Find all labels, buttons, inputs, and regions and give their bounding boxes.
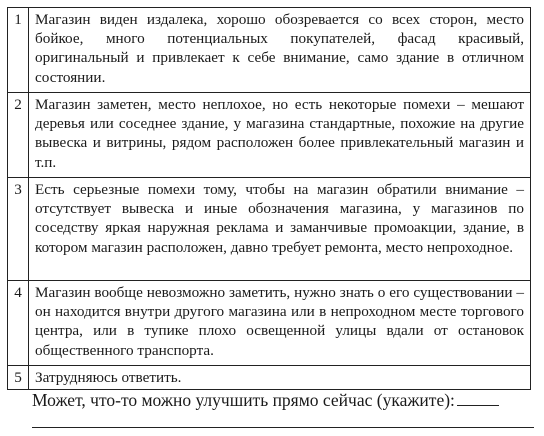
- improvement-question: [32, 389, 499, 411]
- option-row: [8, 366, 531, 390]
- answer-blank-line[interactable]: [32, 427, 534, 428]
- option-text: Есть серьезные помехи тому, чтобы на магазин обратили внимание – отсутствует вывеска и иные обозначения магазина, у магазинов по соседству яркая наружная реклама и заманчивые промоакции, здание, в котором магазин расположен, давно требует ремонта, место непроходное.: [29, 178, 531, 281]
- option-text: Затрудняюсь ответить.: [29, 366, 531, 390]
- option-row: [8, 8, 531, 93]
- option-text: Магазин виден издалека, хорошо обозревается со всех сторон, место бойкое, много потенциальных покупателей, фасад красивый, оригинальный и привлекает к себе внимание, само здание в отличном состоянии.: [29, 8, 531, 93]
- option-text: Магазин заметен, место неплохое, но есть некоторые помехи – мешают деревья или соседнее здание, у магазина стандартные, похожие на другие вывеска и витрины, рядом расположен более привлекательный магазин и т.п.: [29, 93, 531, 178]
- option-row: [8, 93, 531, 178]
- option-row: [8, 178, 531, 281]
- option-text: Магазин вообще невозможно заметить, нужно знать о его существовании – он находится внутри другого магазина или в непроходном месте торгового центра, или в тупике плохо освещенной улицы вдали от остановок общественного транспорта.: [29, 281, 531, 366]
- answer-blank-inline[interactable]: [457, 389, 499, 406]
- option-number: 5: [8, 366, 29, 390]
- rating-options-table: [7, 7, 531, 390]
- option-number: 1: [8, 8, 29, 93]
- option-number: 3: [8, 178, 29, 281]
- option-number: 2: [8, 93, 29, 178]
- option-number: 4: [8, 281, 29, 366]
- improvement-question-text: Может, что-то можно улучшить прямо сейчас (укажите):: [32, 390, 455, 410]
- option-row: [8, 281, 531, 366]
